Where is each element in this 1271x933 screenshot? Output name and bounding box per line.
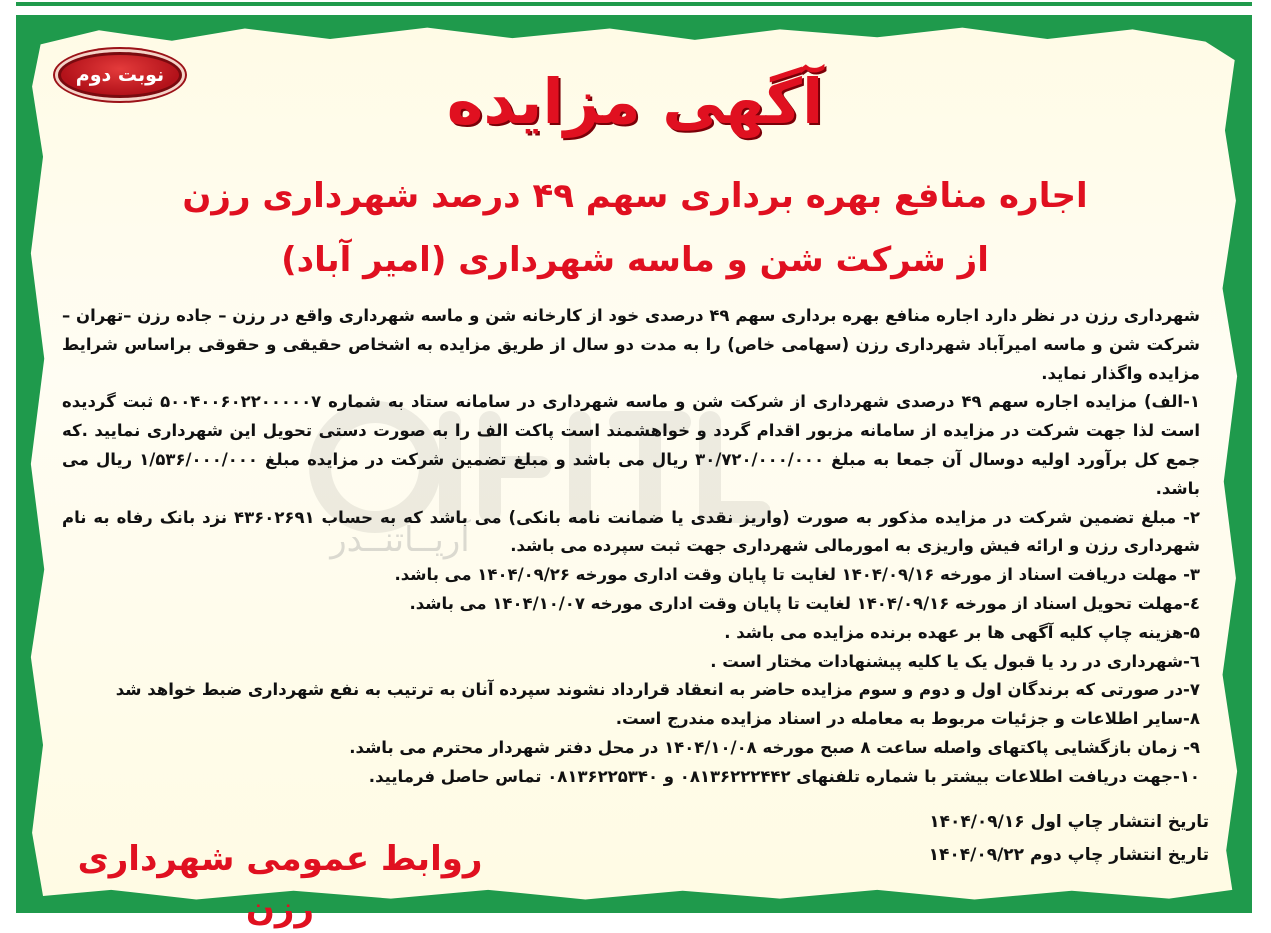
first-publication-date: تاریخ انتشار چاپ اول ۱۴۰۴/۰۹/۱۶ [929, 812, 1209, 832]
subtitle-line-1: اجاره منافع بهره برداری سهم ۴۹ درصد شهرداری رزن [182, 176, 1088, 216]
condition-item-8: ۸-سایر اطلاعات و جزئیات مربوط به معامله در اسناد مزایده مندرج است. [615, 709, 1200, 729]
condition-item-10: ۱۰-جهت دریافت اطلاعات بیشتر با شماره تلفنهای ۰۸۱۳۶۲۲۲۴۴۲ و ۰۸۱۳۶۲۲۵۳۴۰ تماس حاصل فرمایید. [368, 766, 1200, 786]
subtitle-line-2: از شرکت شن و ماسه شهرداری (امیر آباد) [281, 240, 989, 280]
intro-paragraph: شهرداری رزن در نظر دارد اجاره منافع بهره برداری سهم ۴۹ درصدی خود از کارخانه شن و ماسه شهرداری واقع در رزن – جاده رزن –تهران –شرکت شن و ماسه امیرآباد شهرداری رزن (سهامی خاص) را به مدت دو سال از طریق مزایده به اشخاص حقیقی و حقوقی براساس شرایط مزایده واگذار نماید. [62, 306, 1200, 383]
second-run-badge [58, 52, 182, 98]
condition-item-9: ۹- زمان بازگشایی پاکتهای واصله ساعت ۸ صبح مورخه ۱۴۰۴/۱۰/۰۸ در محل دفتر شهردار محترم می باشد. [349, 737, 1200, 757]
top-border-line [16, 2, 1252, 6]
notice-body [62, 302, 1200, 792]
watermark-text: آریــاتنــدر [330, 520, 470, 560]
condition-item-4: ٤-مهلت تحویل اسناد از مورخه ۱۴۰۴/۰۹/۱۶ لغایت تا پایان وقت اداری مورخه ۱۴۰۴/۱۰/۰۷ می باشد. [409, 593, 1200, 613]
condition-item-5: ۵-هزینه چاپ کلیه آگهی ها بر عهده برنده مزایده می باشد . [724, 622, 1200, 642]
condition-item-6: ٦-شهرداری در رد یا قبول یک یا کلیه پیشنهادات مختار است . [710, 651, 1200, 671]
signature-public-relations: روابط عمومی شهرداری رزن [77, 839, 483, 929]
second-publication-date: تاریخ انتشار چاپ دوم ۱۴۰۴/۰۹/۲۲ [928, 845, 1209, 865]
condition-item-3: ۳- مهلت دریافت اسناد از مورخه ۱۴۰۴/۰۹/۱۶ لغایت تا پایان وقت اداری مورخه ۱۴۰۴/۰۹/۲۶ می باشد. [394, 565, 1200, 585]
condition-item-2: ۲- مبلغ تضمین شرکت در مزایده مذکور به صورت (واریز نقدی یا ضمانت نامه بانکی) می باشد که به حساب ۴۳۶۰۲۶۹۱ نزد بانک رفاه به نام شهرداری رزن و ارائه فیش واریزی به امورمالی شهرداری جهت ثبت سپرده می باشد. [62, 507, 1200, 556]
badge-label: نوبت دوم [75, 64, 165, 86]
page-title: آگهی مزایده [446, 65, 824, 138]
condition-item-1: ۱-الف) مزایده اجاره سهم ۴۹ درصدی شهرداری از شرکت شن و ماسه شهرداری در سامانه ستاد به شماره ۵۰۰۴۰۰۶۰۲۲۰۰۰۰۰۷ ثبت گردیده است لذا جهت شرکت در مزایده از سامانه مزبور اقدام گردد و خواهشمند است پاکت الف را به صورت دستی تحویل این شهرداری نمایید .که جمع کل برآورد اولیه دوسال آن جمعا به مبلغ ۳۰/۷۲۰/۰۰۰/۰۰۰ ریال می باشد و مبلغ تضمین شرکت در مزایده مبلغ ۱/۵۳۶/۰۰۰/۰۰۰ ریال می باشد. [62, 392, 1200, 498]
condition-item-7: ۷-در صورتی که برندگان اول و دوم و سوم مزایده حاضر به انعقاد قرارداد نشوند سپرده آنان به ترتیب به نفع شهرداری ضبط خواهد شد [115, 680, 1200, 700]
